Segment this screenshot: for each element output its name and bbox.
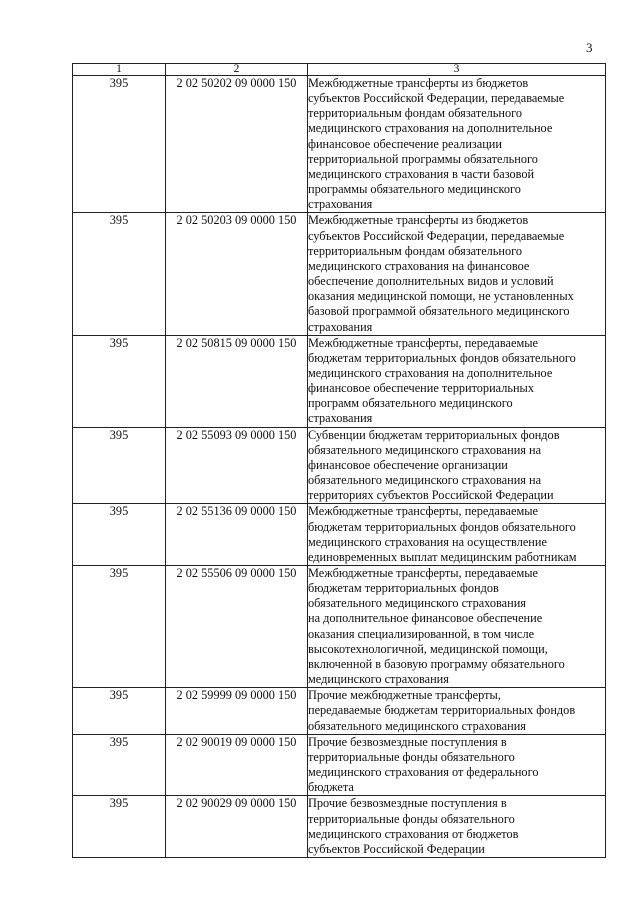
admin-code-cell: 395 — [73, 504, 166, 566]
budget-code-cell: 2 02 50202 09 0000 150 — [166, 76, 308, 213]
description-cell: Прочие безвозмездные поступления в территориальные фонды обязательного медицинского страхования от федерального бюджета — [308, 734, 606, 796]
description-cell: Прочие безвозмездные поступления в территориальные фонды обязательного медицинского страхования от бюджетов субъектов Российской Федерации — [308, 796, 606, 858]
budget-code-cell: 2 02 55506 09 0000 150 — [166, 566, 308, 688]
description-cell: Субвенции бюджетам территориальных фондов обязательного медицинского страхования на финансовое обеспечение организации обязательного медицинского страхования на территориях субъектов Российской Федерации — [308, 427, 606, 504]
budget-code-cell: 2 02 90019 09 0000 150 — [166, 734, 308, 796]
description-cell: Прочие межбюджетные трансферты, передаваемые бюджетам территориальных фондов обязательного медицинского страхования — [308, 688, 606, 734]
budget-codes-table — [72, 63, 606, 858]
budget-code-cell: 2 02 55093 09 0000 150 — [166, 427, 308, 504]
column-header-2: 2 — [166, 64, 308, 76]
table-row — [73, 734, 606, 796]
description-cell: Межбюджетные трансферты, передаваемые бюджетам территориальных фондов обязательного медицинского страхования на дополнительное финансовое обеспечение оказания специализированной, в том числе высокотехнологичной, медицинской помощи, включенной в базовую программу обязательного медицинского страхования — [308, 566, 606, 688]
table-header-row — [73, 64, 606, 76]
column-header-1: 1 — [73, 64, 166, 76]
budget-code-cell: 2 02 55136 09 0000 150 — [166, 504, 308, 566]
budget-code-cell: 2 02 50815 09 0000 150 — [166, 335, 308, 427]
admin-code-cell: 395 — [73, 688, 166, 734]
admin-code-cell: 395 — [73, 335, 166, 427]
description-cell: Межбюджетные трансферты, передаваемые бюджетам территориальных фондов обязательного медицинского страхования на осуществление единовременных выплат медицинским работникам — [308, 504, 606, 566]
budget-code-cell: 2 02 59999 09 0000 150 — [166, 688, 308, 734]
table-row — [73, 504, 606, 566]
table-row — [73, 76, 606, 213]
column-header-3: 3 — [308, 64, 606, 76]
table-row — [73, 427, 606, 504]
budget-code-cell: 2 02 50203 09 0000 150 — [166, 213, 308, 335]
table-row — [73, 213, 606, 335]
table-row — [73, 566, 606, 688]
page-number: 3 — [586, 40, 593, 55]
admin-code-cell: 395 — [73, 796, 166, 858]
table-row — [73, 796, 606, 858]
description-cell: Межбюджетные трансферты из бюджетов субъектов Российской Федерации, передаваемые территориальным фондам обязательного медицинского страхования на финансовое обеспечение дополнительных видов и условий оказания медицинской помощи, не установленных базовой программой обязательного медицинского страхования — [308, 213, 606, 335]
admin-code-cell: 395 — [73, 76, 166, 213]
table-row — [73, 688, 606, 734]
budget-code-cell: 2 02 90029 09 0000 150 — [166, 796, 308, 858]
description-cell: Межбюджетные трансферты, передаваемые бюджетам территориальных фондов обязательного медицинского страхования на дополнительное финансовое обеспечение территориальных программ обязательного медицинского страхования — [308, 335, 606, 427]
admin-code-cell: 395 — [73, 734, 166, 796]
admin-code-cell: 395 — [73, 566, 166, 688]
description-cell: Межбюджетные трансферты из бюджетов субъектов Российской Федерации, передаваемые территориальным фондам обязательного медицинского страхования на дополнительное финансовое обеспечение реализации территориальной программы обязательного медицинского страхования в части базовой программы обязательного медицинского страхования — [308, 76, 606, 213]
admin-code-cell: 395 — [73, 427, 166, 504]
admin-code-cell: 395 — [73, 213, 166, 335]
table-row — [73, 335, 606, 427]
